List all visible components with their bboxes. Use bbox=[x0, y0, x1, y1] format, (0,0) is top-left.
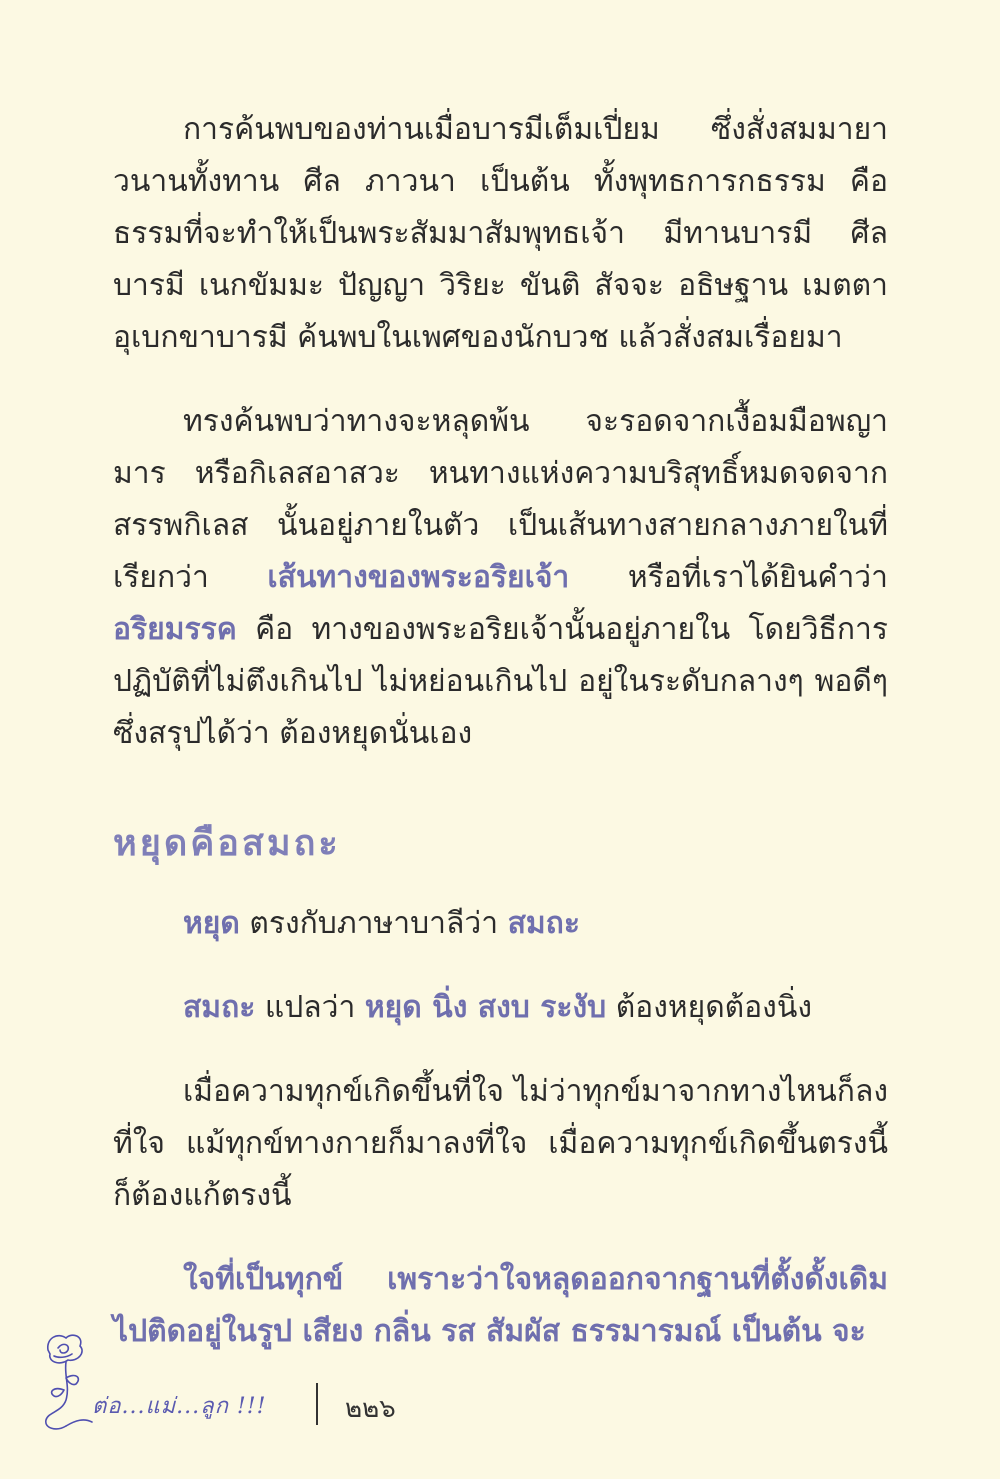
highlight-samatha: สมถะ bbox=[507, 906, 580, 941]
highlight-stop-still-calm: หยุด นิ่ง สงบ ระงับ bbox=[364, 990, 607, 1025]
paragraph-text: การค้นพบของท่านเมื่อบารมีเต็มเปี่ยม ซึ่งสั่งสมมายาวนานทั้งทาน ศีล ภาวนา เป็นต้น ทั้งพุทธการกธรรม คือ ธรรมที่จะทำให้เป็นพระสัมมาสัมพุทธเจ้า มีทานบารมี ศีลบารมี เนกขัมมะ ปัญญา วิริยะ ขันติ สัจจะ อธิษฐาน เมตตา อุเบกขาบารมี ค้นพบในเพศของนักบวช แล้วสั่งสมเรื่อยมา bbox=[113, 112, 888, 355]
paragraph-text: คือ ทางของพระอริยเจ้านั้นอยู่ภายใน โดยวิธีการปฏิบัติที่ไม่ตึงเกินไป ไม่หย่อนเกินไป อยู่ในระดับกลางๆ พอดีๆ ซึ่งสรุปได้ว่า ต้องหยุดนั่นเอง bbox=[113, 612, 888, 751]
paragraph-text: ทรงค้นพบว่าทางจะหลุดพ้น จะรอดจากเงื้อมมือพญามาร หรือกิเลสอาสวะ หนทางแห่งความบริสุทธิ์หมดจดจากสรรพกิเลส นั้นอยู่ภายในตัว เป็นเส้นทางสายกลางภายในที่เรียกว่า bbox=[113, 404, 888, 595]
paragraph-text: เมื่อความทุกข์เกิดขึ้นที่ใจ ไม่ว่าทุกข์มาจากทางไหนก็ลงที่ใจ แม้ทุกข์ทางกายก็มาลงที่ใจ เมื่อความทุกข์เกิดขึ้นตรงนี้ ก็ต้องแก้ตรงนี้ bbox=[113, 1074, 888, 1213]
page-body bbox=[113, 104, 888, 1358]
highlight-ariyamagga: อริยมรรค bbox=[113, 612, 237, 647]
paragraph-suffering bbox=[113, 1066, 888, 1222]
highlight-samatha: สมถะ bbox=[183, 990, 256, 1025]
signature: ต่อ...แม่...ลูก !!! bbox=[92, 1394, 267, 1419]
page-number: ๒๒๖ bbox=[345, 1394, 396, 1424]
section-heading: หยุดคือสมถะ bbox=[113, 823, 341, 864]
paragraph-samatha-meaning bbox=[113, 982, 888, 1034]
paragraph-text: ตรงกับภาษาบาลีว่า bbox=[239, 906, 508, 941]
paragraph-text: ต้องหยุดต้องนิ่ง bbox=[606, 990, 812, 1025]
highlight-noble-path: เส้นทางของพระอริยเจ้า bbox=[267, 560, 570, 595]
paragraph-text: ใจที่เป็นทุกข์ เพราะว่าใจหลุดออกจากฐานที่ตั้งดั้งเดิม ไปติดอยู่ในรูป เสียง กลิ่น รส สัมผัส ธรรมารมณ์ เป็นต้น จะ bbox=[113, 1262, 888, 1349]
footer-divider bbox=[316, 1383, 318, 1425]
paragraph-stop-definition bbox=[113, 898, 888, 950]
paragraph-text: แปลว่า bbox=[255, 990, 365, 1025]
paragraph-discovery bbox=[113, 104, 888, 364]
highlight-stop: หยุด bbox=[183, 906, 240, 941]
paragraph-text: หรือที่เราได้ยินคำว่า bbox=[569, 560, 888, 595]
paragraph-middle-path bbox=[113, 396, 888, 760]
